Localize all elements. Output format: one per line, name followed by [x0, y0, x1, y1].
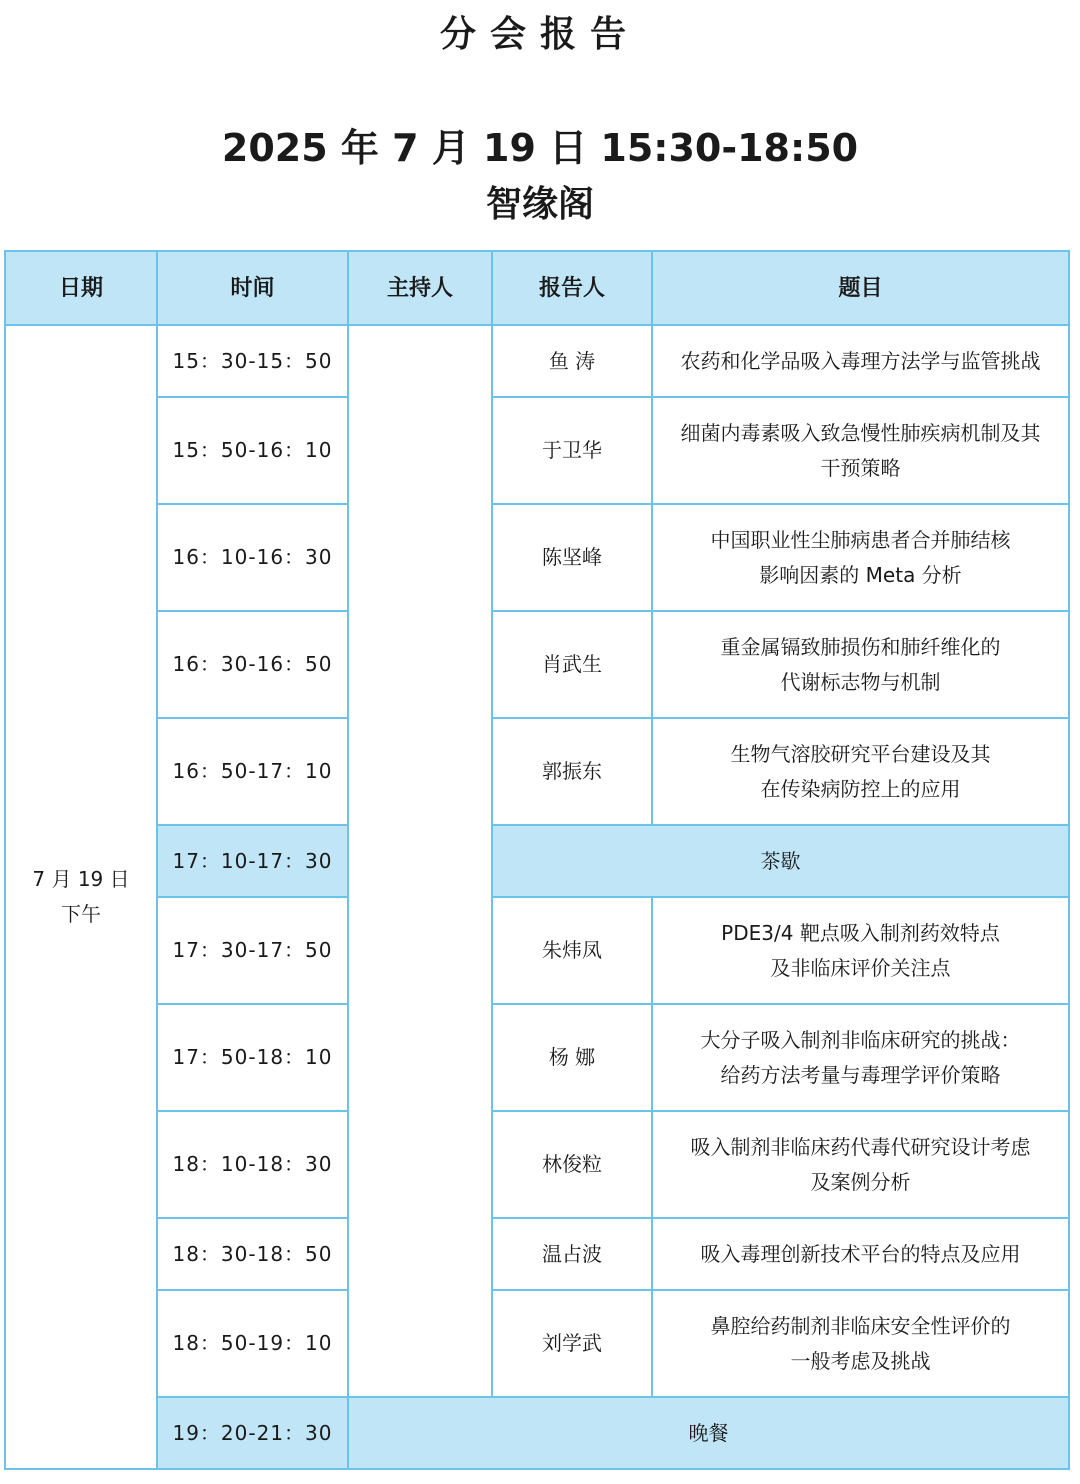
- topic-line: 细菌内毒素吸入致急慢性肺疾病机制及其: [680, 420, 1041, 445]
- table-row: [5, 1290, 1069, 1397]
- topic-line: 大分子吸入制剂非临床研究的挑战：: [700, 1027, 1021, 1052]
- page-title: 分会报告: [439, 14, 640, 55]
- time-cell: 16：30-16：50: [157, 611, 348, 718]
- topic-line: 一般考虑及挑战: [790, 1348, 931, 1373]
- topic-line: PDE3/4 靶点吸入制剂药效特点: [721, 920, 1000, 945]
- topic-line: 代谢标志物与机制: [780, 669, 941, 694]
- time-cell: 16：10-16：30: [157, 504, 348, 611]
- topic-line: 生物气溶胶研究平台建设及其: [730, 741, 991, 766]
- time-cell: 19：20-21：30: [157, 1397, 348, 1469]
- time-cell: 18：30-18：50: [157, 1218, 348, 1290]
- table-row: [5, 325, 1069, 397]
- table-row: [5, 1218, 1069, 1290]
- topic-line: 吸入制剂非临床药代毒代研究设计考虑: [690, 1134, 1031, 1159]
- table-row: [5, 611, 1069, 718]
- table-row: [5, 1004, 1069, 1111]
- time-cell: 15：30-15：50: [157, 325, 348, 397]
- time-cell: 18：50-19：10: [157, 1290, 348, 1397]
- topic-line: 干预策略: [820, 455, 901, 480]
- speaker-cell: 于卫华: [492, 397, 652, 504]
- speaker-cell: 肖武生: [492, 611, 652, 718]
- topic-line: 鼻腔给药制剂非临床安全性评价的: [710, 1313, 1011, 1338]
- speaker-cell: 鱼 涛: [492, 325, 652, 397]
- session-venue: 智缘阁: [485, 184, 594, 225]
- date-period: 下午: [61, 902, 101, 926]
- topic-line: 吸入毒理创新技术平台的特点及应用: [700, 1241, 1021, 1266]
- speaker-cell: 朱炜凤: [492, 897, 652, 1004]
- date-cell: [5, 325, 157, 1469]
- time-cell: 18：10-18：30: [157, 1111, 348, 1218]
- topic-cell: [652, 397, 1069, 504]
- speaker-cell: 杨 娜: [492, 1004, 652, 1111]
- time-cell: 16：50-17：10: [157, 718, 348, 825]
- dinner-row: [5, 1397, 1069, 1469]
- host-cell: [348, 325, 492, 1397]
- col-header-speaker: 报告人: [492, 251, 652, 325]
- col-header-time: 时间: [157, 251, 348, 325]
- topic-cell: [652, 504, 1069, 611]
- speaker-cell: 温占波: [492, 1218, 652, 1290]
- time-cell: 15：50-16：10: [157, 397, 348, 504]
- table-row: [5, 397, 1069, 504]
- session-datetime: 2025 年 7 月 19 日 15:30-18:50: [221, 126, 859, 170]
- topic-line: 及非临床评价关注点: [770, 955, 951, 980]
- topic-cell: [652, 1290, 1069, 1397]
- topic-line: 在传染病防控上的应用: [760, 776, 961, 801]
- topic-cell: [652, 1004, 1069, 1111]
- col-header-host: 主持人: [348, 251, 492, 325]
- table-row: [5, 718, 1069, 825]
- schedule-table: [4, 250, 1070, 1470]
- topic-line: 影响因素的 Meta 分析: [759, 562, 962, 587]
- speaker-cell: 陈坚峰: [492, 504, 652, 611]
- table-header-row: [5, 251, 1069, 325]
- topic-cell: [652, 1218, 1069, 1290]
- break-row: [5, 825, 1069, 897]
- topic-line: 及案例分析: [810, 1169, 911, 1194]
- dinner-cell: 晚餐: [348, 1397, 1069, 1469]
- table-row: [5, 504, 1069, 611]
- date-label: 7 月 19 日: [32, 867, 130, 891]
- time-cell: 17：30-17：50: [157, 897, 348, 1004]
- topic-cell: [652, 325, 1069, 397]
- col-header-date: 日期: [5, 251, 157, 325]
- table-row: [5, 1111, 1069, 1218]
- topic-cell: [652, 611, 1069, 718]
- tea-break-cell: 茶歇: [492, 825, 1069, 897]
- topic-cell: [652, 718, 1069, 825]
- topic-cell: [652, 897, 1069, 1004]
- topic-line: 给药方法考量与毒理学评价策略: [720, 1062, 1001, 1087]
- speaker-cell: 林俊粒: [492, 1111, 652, 1218]
- col-header-topic: 题目: [652, 251, 1069, 325]
- topic-line: 重金属镉致肺损伤和肺纤维化的: [720, 634, 1001, 659]
- speaker-cell: 郭振东: [492, 718, 652, 825]
- topic-line: 农药和化学品吸入毒理方法学与监管挑战: [680, 348, 1041, 373]
- speaker-cell: 刘学武: [492, 1290, 652, 1397]
- time-cell: 17：50-18：10: [157, 1004, 348, 1111]
- table-row: [5, 897, 1069, 1004]
- topic-line: 中国职业性尘肺病患者合并肺结核: [710, 527, 1011, 552]
- topic-cell: [652, 1111, 1069, 1218]
- time-cell: 17：10-17：30: [157, 825, 348, 897]
